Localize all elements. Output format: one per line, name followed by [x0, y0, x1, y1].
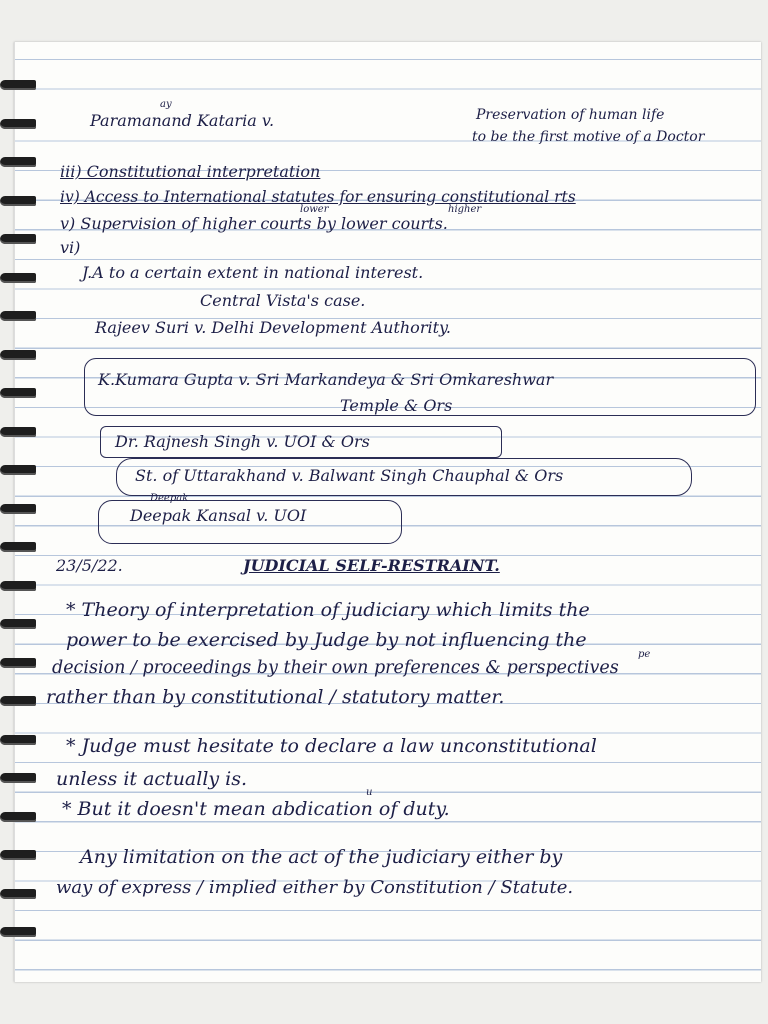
section-heading: JUDICIAL SELF-RESTRAINT.	[243, 556, 500, 575]
spiral-ring	[0, 658, 36, 668]
spiral-ring	[0, 850, 36, 860]
closing-line: way of express / implied either by Constitution / Statute.	[56, 877, 574, 898]
case-reference-header: Paramanand Kataria v.	[90, 111, 275, 130]
closing-line: Any limitation on the act of the judiciary either by	[80, 846, 563, 868]
case-deepak-insert: Deepak	[150, 493, 189, 504]
case-rajnesh: Dr. Rajnesh Singh v. UOI & Ors	[115, 432, 370, 451]
case-deepak: Deepak Kansal v. UOI	[130, 506, 307, 525]
case-kumara-line2: Temple & Ors	[340, 396, 453, 415]
bullet-line: unless it actually is.	[56, 768, 248, 790]
spiral-ring	[0, 234, 36, 244]
paragraph-insert-mark: pe	[638, 649, 651, 660]
spiral-ring	[0, 196, 36, 206]
spiral-ring	[0, 581, 36, 591]
spiral-ring	[0, 773, 36, 783]
list-item: vi)	[60, 238, 81, 257]
list-item: v) Supervision of higher courts by lower courts.	[60, 214, 448, 233]
spiral-ring	[0, 80, 36, 90]
central-vista-case: Central Vista's case.	[200, 291, 366, 310]
ja-line: J.A to a certain extent in national interest.	[82, 263, 424, 282]
paragraph-line: decision / proceedings by their own preferences & perspectives	[52, 658, 619, 678]
date: 23/5/22.	[56, 556, 123, 575]
spiral-ring	[0, 273, 36, 283]
spiral-ring	[0, 504, 36, 514]
correction-lower: lower	[300, 204, 329, 215]
list-item: iv) Access to International statutes for ensuring constitutional rts	[60, 188, 576, 206]
header-note-line1: Preservation of human life	[476, 107, 665, 123]
header-note-line2: to be the first motive of a Doctor	[472, 129, 705, 145]
spiral-ring	[0, 927, 36, 937]
list-item: iii) Constitutional interpretation	[60, 162, 321, 181]
spiral-ring	[0, 311, 36, 321]
spiral-ring	[0, 157, 36, 167]
spiral-ring	[0, 465, 36, 475]
bullet-insert-mark: u	[366, 787, 373, 798]
paragraph-line: rather than by constitutional / statutory matter.	[46, 686, 505, 708]
bullet-line: * But it doesn't mean abdication of duty.	[62, 798, 450, 820]
rajeev-suri-case: Rajeev Suri v. Delhi Development Authority.	[95, 318, 452, 337]
spiral-ring	[0, 889, 36, 899]
paragraph-line: * Theory of interpretation of judiciary which limits the	[66, 599, 590, 621]
spiral-ring	[0, 388, 36, 398]
spiral-ring	[0, 350, 36, 360]
header-insert-mark: ay	[160, 99, 172, 110]
correction-higher: higher	[448, 204, 482, 215]
spiral-ring	[0, 427, 36, 437]
spiral-ring	[0, 119, 36, 129]
spiral-ring	[0, 735, 36, 745]
case-uttarakhand: St. of Uttarakhand v. Balwant Singh Chauphal & Ors	[135, 466, 564, 485]
spiral-ring	[0, 696, 36, 706]
spiral-ring	[0, 812, 36, 822]
paragraph-line: power to be exercised by Judge by not influencing the	[66, 629, 587, 651]
bullet-line: * Judge must hesitate to declare a law unconstitutional	[66, 735, 597, 757]
case-kumara-line1: K.Kumara Gupta v. Sri Markandeya & Sri Omkareshwar	[98, 370, 554, 389]
spiral-ring	[0, 542, 36, 552]
spiral-ring	[0, 619, 36, 629]
